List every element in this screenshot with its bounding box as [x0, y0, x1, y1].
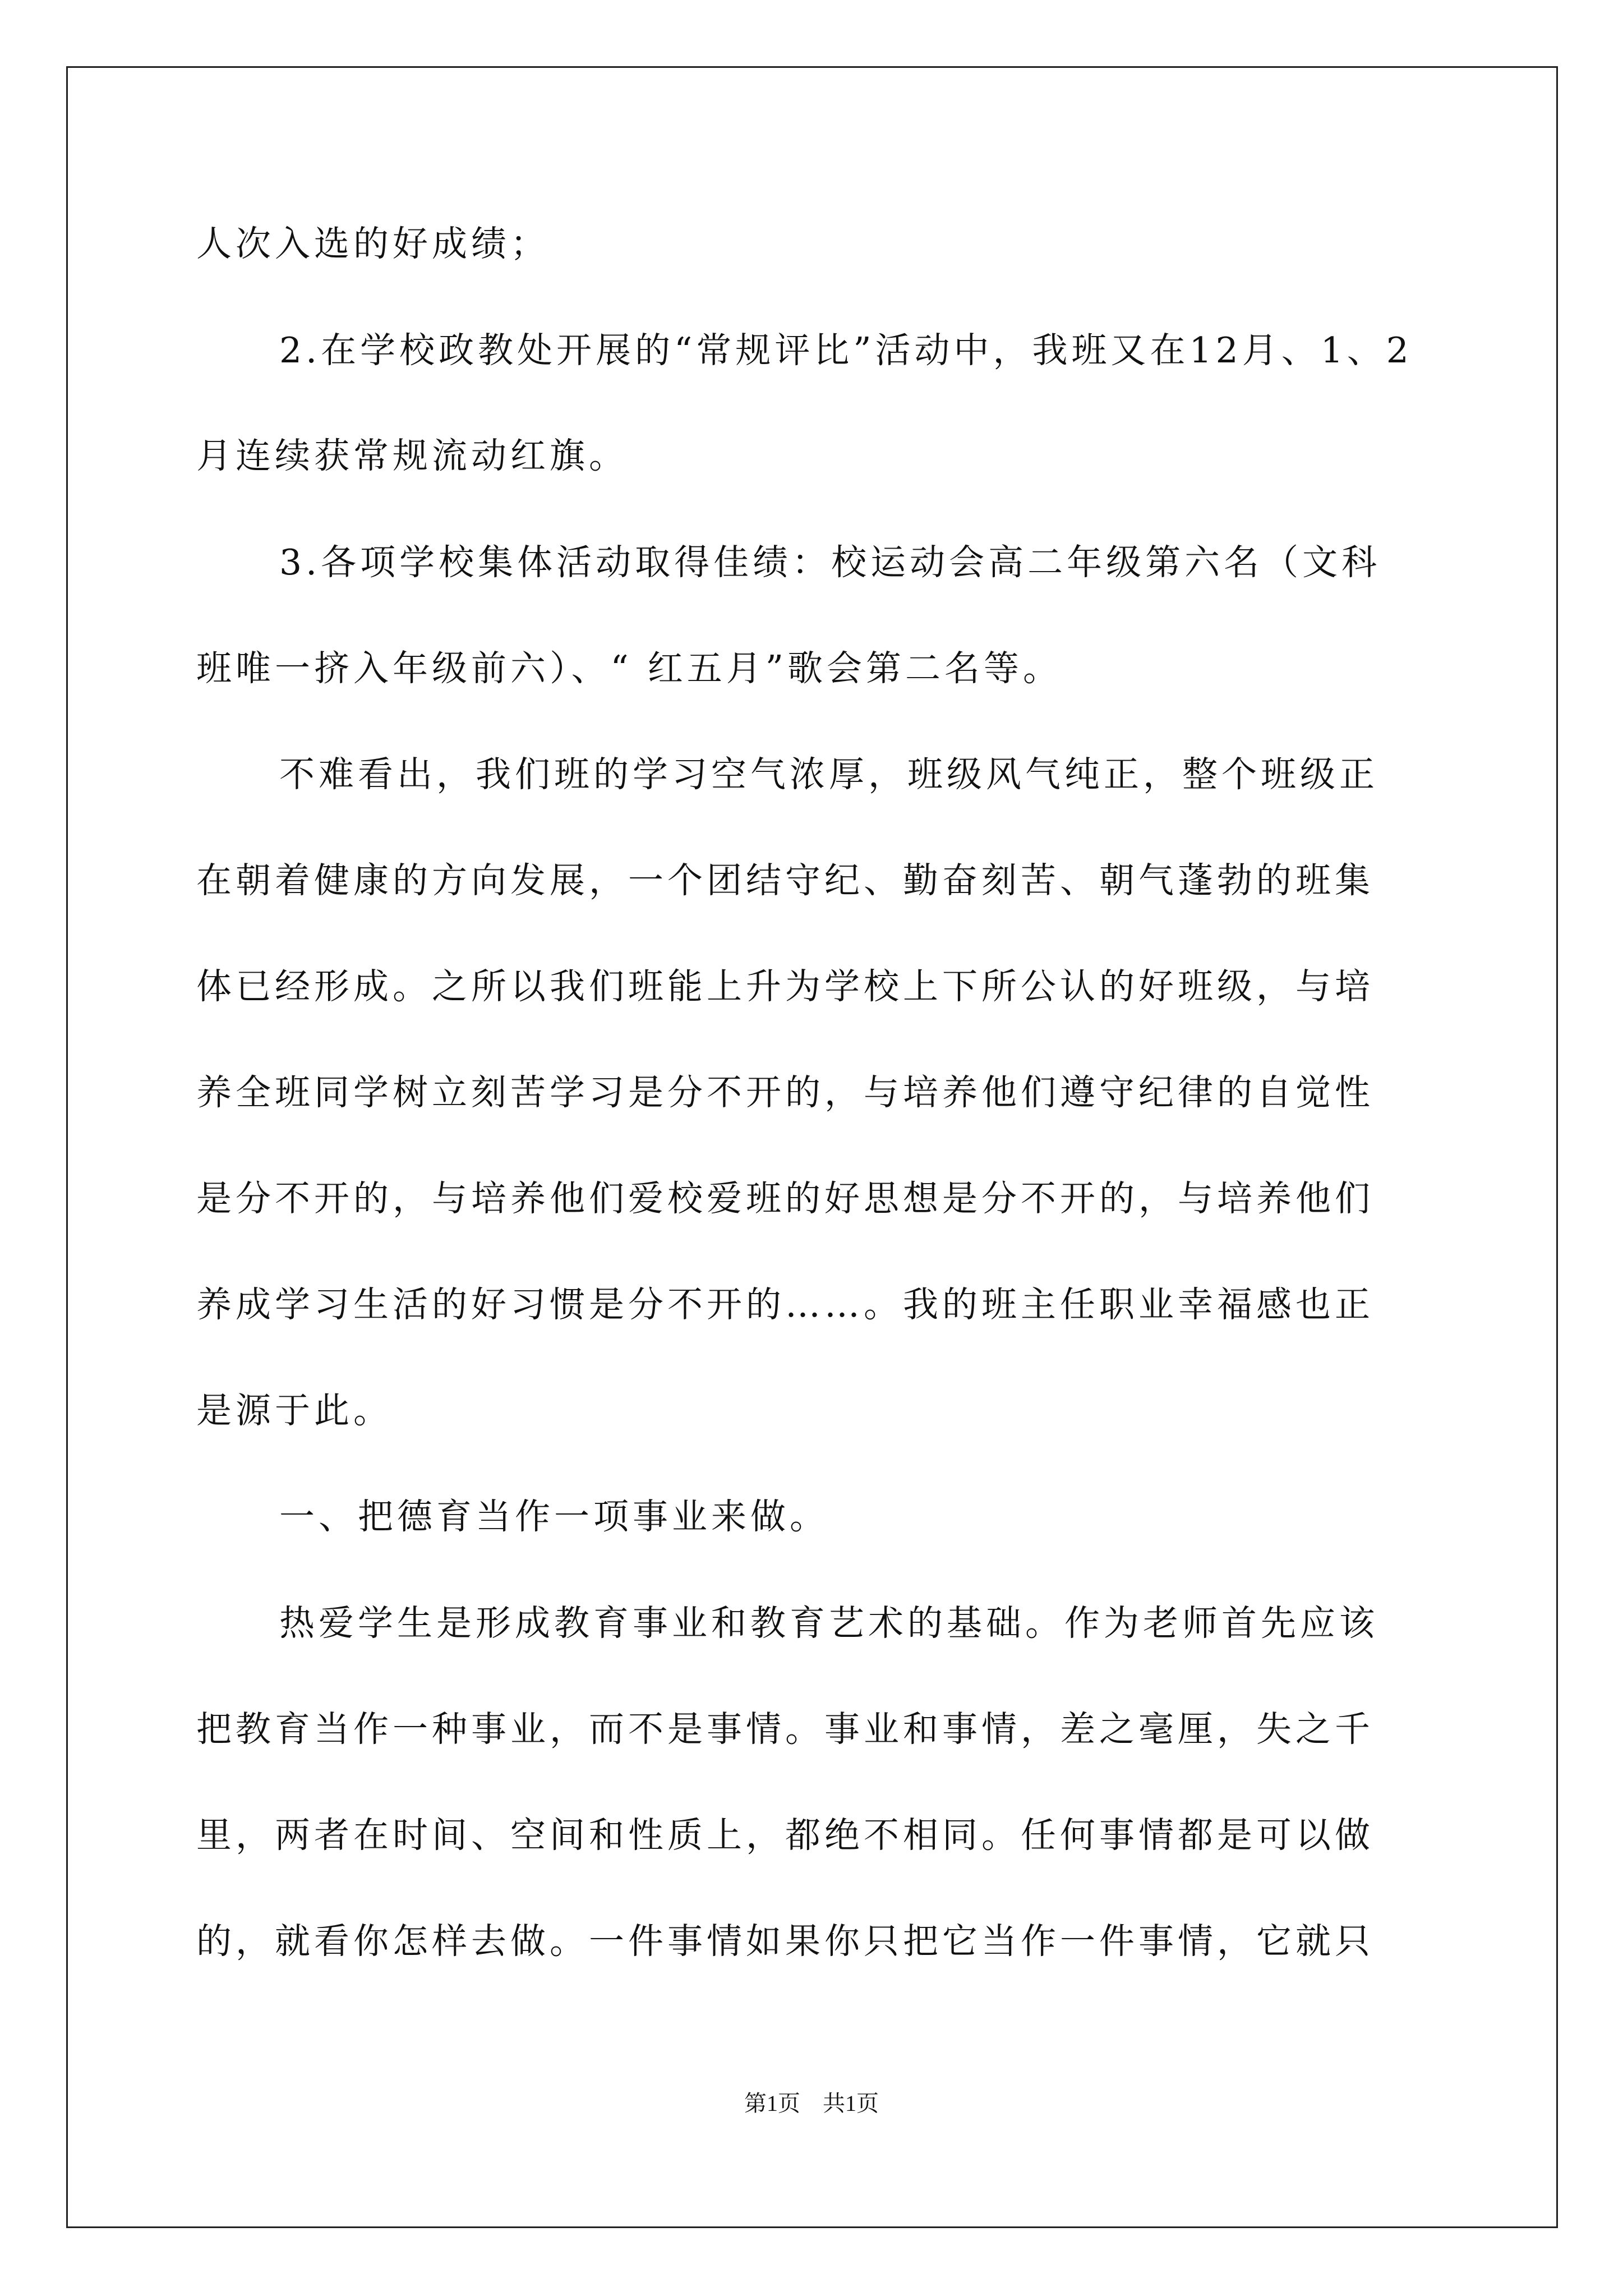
page-number-footer: 第1页 共1页 [744, 2091, 879, 2116]
text-line: 不难看出，我们班的学习空气浓厚，班级风气纯正，整个班级正 [279, 754, 1378, 795]
text-line: 2.在学校政教处开展的“常规评比”活动中，我班又在12月、1、2 [279, 330, 1413, 371]
text-line: 是分不开的，与培养他们爱校爱班的好思想是分不开的，与培养他们 [196, 1178, 1374, 1219]
page-border [66, 66, 1558, 2228]
text-line: 班唯一挤入年级前六）、“ 红五月”歌会第二名等。 [196, 648, 1062, 689]
text-line: 在朝着健康的方向发展，一个团结守纪、勤奋刻苦、朝气蓬勃的班集 [196, 860, 1374, 901]
text-line: 3.各项学校集体活动取得佳绩：校运动会高二年级第六名（文科 [279, 542, 1381, 583]
text-line: 把教育当作一种事业，而不是事情。事业和事情，差之毫厘，失之千 [196, 1709, 1374, 1750]
text-line: 里，两者在时间、空间和性质上，都绝不相同。任何事情都是可以做 [196, 1815, 1374, 1856]
section-heading: 一、把德育当作一项事业来做。 [279, 1496, 829, 1537]
text-line: 养全班同学树立刻苦学习是分不开的，与培养他们遵守纪律的自觉性 [196, 1072, 1374, 1113]
text-line: 月连续获常规流动红旗。 [196, 435, 628, 476]
text-line: 体已经形成。之所以我们班能上升为学校上下所公认的好班级，与培 [196, 966, 1374, 1007]
text-line: 热爱学生是形成教育事业和教育艺术的基础。作为老师首先应该 [279, 1603, 1378, 1644]
text-line: 是源于此。 [196, 1390, 393, 1431]
text-line: 养成学习生活的好习惯是分不开的……。我的班主任职业幸福感也正 [196, 1284, 1374, 1325]
text-line: 的，就看你怎样去做。一件事情如果你只把它当作一件事情，它就只 [196, 1921, 1374, 1962]
text-line: 人次入选的好成绩； [196, 223, 550, 264]
